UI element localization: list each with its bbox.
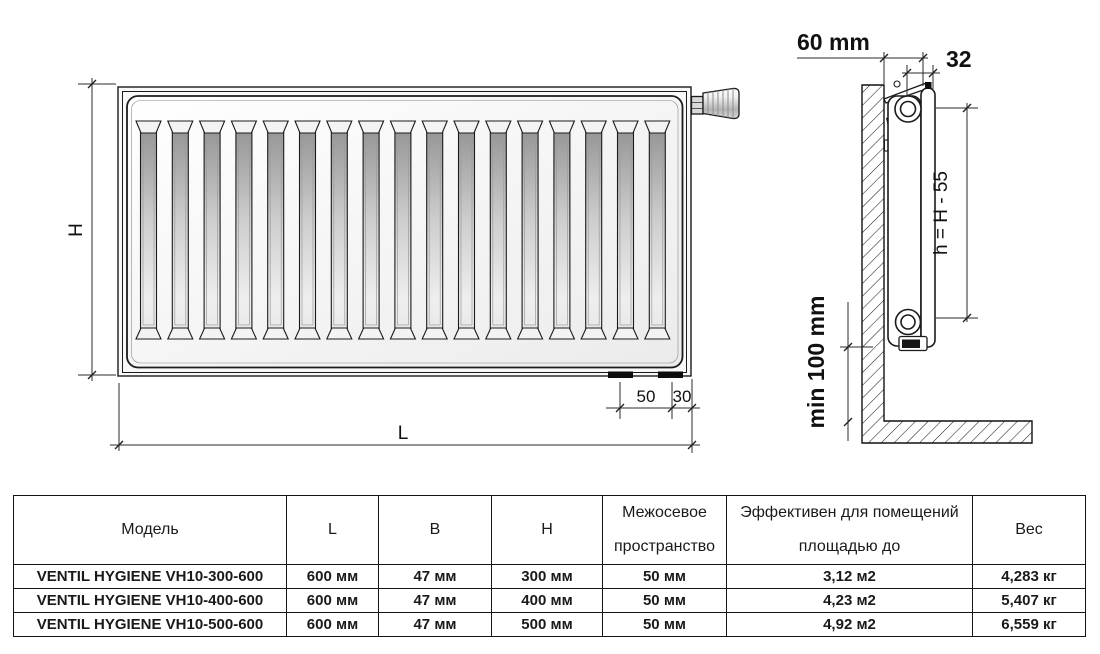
radiator-side-view: [797, 29, 1032, 443]
model-cell: VENTIL HYGIENE VH10-300-600: [14, 565, 287, 589]
bottom-connection-pad-left: [608, 372, 633, 379]
dimension-50-30: [606, 382, 700, 419]
model-cell: VENTIL HYGIENE VH10-400-600: [14, 589, 287, 613]
dimension-h: [931, 103, 978, 322]
dimension-50-label: 50: [636, 387, 656, 406]
valve-nut: [692, 97, 704, 115]
dimension-60mm: [797, 29, 928, 86]
col-header-L: L: [287, 496, 379, 565]
dimension-H-label: H: [66, 223, 87, 237]
spec-table: [13, 495, 1086, 637]
col-header-model: Модель: [14, 496, 287, 565]
thermostatic-valve: [692, 87, 740, 120]
side-body: [888, 96, 921, 346]
dimension-min-100mm-label: min 100 mm: [803, 295, 829, 429]
dimension-30-label: 30: [672, 387, 692, 406]
channel-slots: [136, 121, 670, 339]
col-header-area: Эффективен для помещений площадью до: [727, 496, 973, 565]
col-header-spacing: Межосевое пространство: [603, 496, 727, 565]
bottom-connection-pad-right: [658, 372, 683, 379]
capsule-top-plug: [925, 82, 932, 89]
dimension-h-label: h = H - 55: [931, 171, 952, 255]
col-header-weight: Вес: [973, 496, 1086, 565]
radiator-front-view: [66, 78, 739, 453]
dimension-L: [110, 379, 700, 453]
dimension-60mm-label: 60 mm: [797, 29, 870, 55]
table-row: VENTIL HYGIENE VH10-500-600 600 мм 47 мм 500 мм 50 мм 4,92 м2 6,559 кг: [14, 613, 1086, 637]
col-header-H: H: [492, 496, 603, 565]
table-row: VENTIL HYGIENE VH10-300-600 600 мм 47 мм 300 мм 50 мм 3,12 м2 4,283 кг: [14, 565, 1086, 589]
model-cell: VENTIL HYGIENE VH10-500-600: [14, 613, 287, 637]
dimension-32-label: 32: [946, 46, 972, 72]
bottom-valve-fitting: [899, 337, 927, 351]
table-row: VENTIL HYGIENE VH10-400-600 600 мм 47 мм 400 мм 50 мм 4,23 м2 5,407 кг: [14, 589, 1086, 613]
header-row: [14, 496, 1086, 565]
dimension-H: [66, 78, 116, 381]
dimension-L-label: L: [397, 423, 409, 444]
col-header-B: B: [379, 496, 492, 565]
